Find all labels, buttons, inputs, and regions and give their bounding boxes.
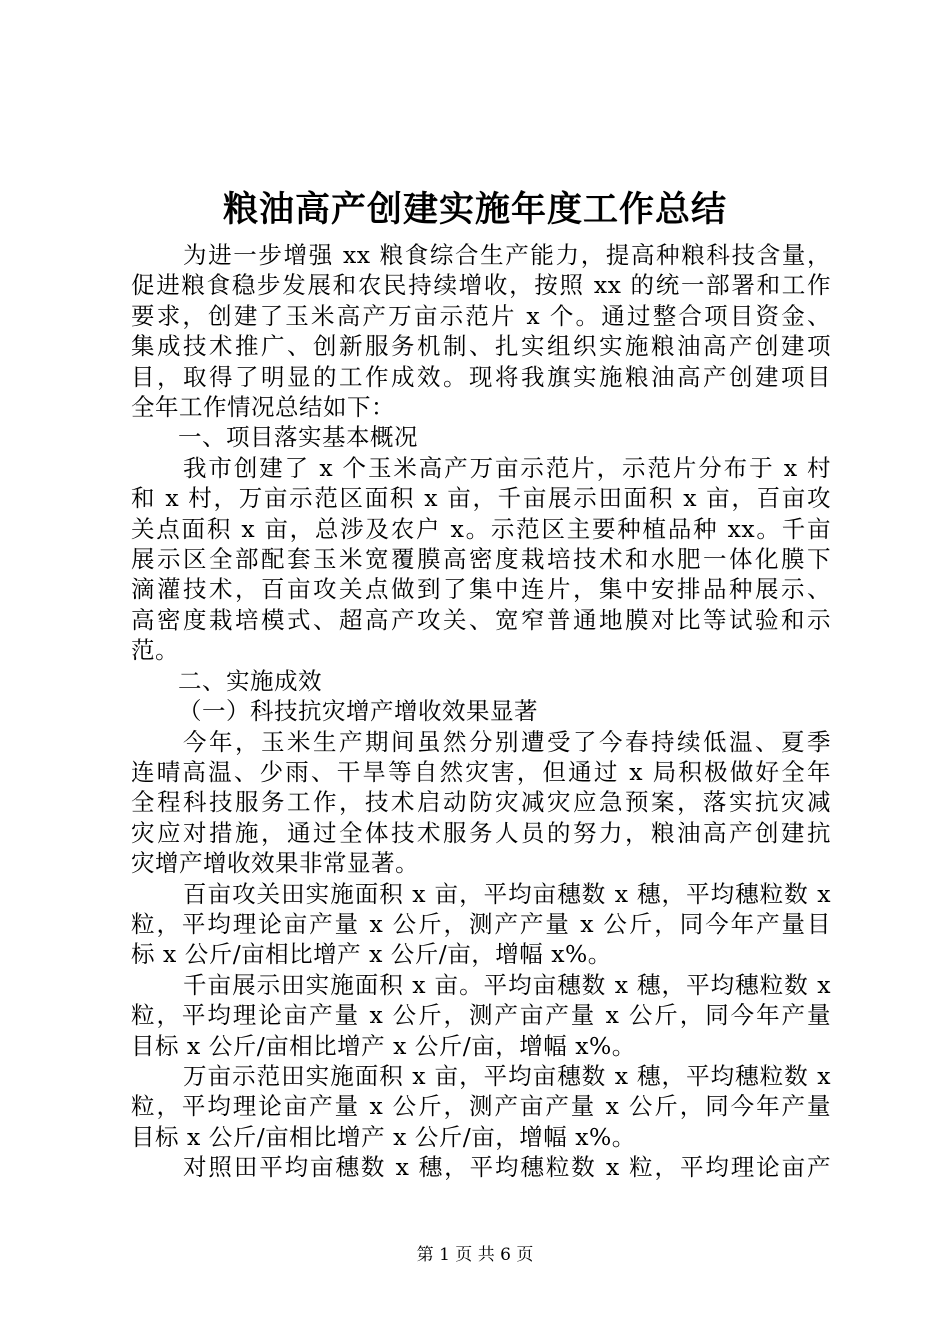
text-line: 百亩攻关田实施面积 x 亩，平均亩穗数 x 穗，平均穗粒数 x: [183, 879, 831, 908]
text-line: 我市创建了 x 个玉米高产万亩示范片，示范片分布于 x 村: [183, 453, 831, 482]
text-line: 今年，玉米生产期间虽然分别遭受了今春持续低温、夏季: [183, 727, 831, 756]
text-line: 关点面积 x 亩，总涉及农户 x。示范区主要种植品种 xx。千亩: [131, 514, 831, 543]
section-heading: 二、实施成效: [178, 666, 322, 695]
text-line: 全程科技服务工作，技术启动防灾减灾应急预案，落实抗灾减: [131, 788, 831, 817]
text-line: 全年工作情况总结如下：: [131, 393, 395, 422]
text-line: 集成技术推广、创新服务机制、扎实组织实施粮油高产创建项: [131, 332, 831, 361]
text-line: 连晴高温、少雨、干旱等自然灾害，但通过 x 局积极做好全年: [131, 757, 831, 786]
text-line: 千亩展示田实施面积 x 亩。平均亩穗数 x 穗，平均穗粒数 x: [183, 970, 831, 999]
subsection-heading: （一）科技抗灾增产增收效果显著: [178, 697, 538, 726]
text-line: 对照田平均亩穗数 x 穗，平均穗粒数 x 粒，平均理论亩产: [183, 1153, 831, 1182]
text-line: 目标 x 公斤/亩相比增产 x 公斤/亩，增幅 x%。: [131, 1122, 636, 1151]
text-line: 高密度栽培模式、超高产攻关、宽窄普通地膜对比等试验和示: [131, 605, 831, 634]
text-line: 范。: [131, 636, 179, 665]
text-line: 展示区全部配套玉米宽覆膜高密度栽培技术和水肥一体化膜下: [131, 545, 831, 574]
text-line: 灾应对措施，通过全体技术服务人员的努力，粮油高产创建抗: [131, 818, 831, 847]
text-line: 要求，创建了玉米高产万亩示范片 x 个。通过整合项目资金、: [131, 301, 831, 330]
text-line: 促进粮食稳步发展和农民持续增收，按照 xx 的统一部署和工作: [131, 271, 831, 300]
text-line: 标 x 公斤/亩相比增产 x 公斤/亩，增幅 x%。: [131, 940, 612, 969]
text-line: 目标 x 公斤/亩相比增产 x 公斤/亩，增幅 x%。: [131, 1031, 636, 1060]
text-line: 目，取得了明显的工作成效。现将我旗实施粮油高产创建项目: [131, 362, 831, 391]
section-heading: 一、项目落实基本概况: [178, 423, 418, 452]
text-line: 粒，平均理论亩产量 x 公斤，测产亩产量 x 公斤，同今年产量: [131, 1092, 831, 1121]
text-line: 为进一步增强 xx 粮食综合生产能力，提高种粮科技含量，: [183, 241, 831, 269]
text-line: 滴灌技术，百亩攻关点做到了集中连片，集中安排品种展示、: [131, 575, 831, 604]
text-line: 粒，平均理论亩产量 x 公斤，测产亩产量 x 公斤，同今年产量: [131, 1001, 831, 1030]
document-title: 粮油高产创建实施年度工作总结: [222, 189, 727, 230]
text-line: 灾增产增收效果非常显著。: [131, 849, 419, 878]
text-line: 和 x 村，万亩示范区面积 x 亩，千亩展示田面积 x 亩，百亩攻: [131, 484, 831, 513]
text-line: 万亩示范田实施面积 x 亩，平均亩穗数 x 穗，平均穗粒数 x: [183, 1061, 831, 1090]
text-line: 粒，平均理论亩产量 x 公斤，测产产量 x 公斤，同今年产量目: [131, 909, 831, 938]
page-footer: 第 1 页 共 6 页: [416, 1245, 534, 1265]
document-body: [131, 240, 831, 1183]
